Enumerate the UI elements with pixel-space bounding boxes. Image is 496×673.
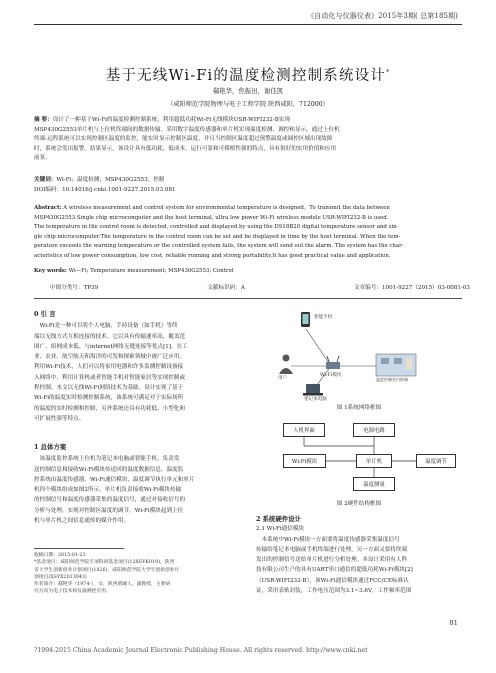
sensor-box: 温度测量 bbox=[353, 477, 395, 491]
smartphone-icon bbox=[301, 312, 310, 327]
overview-heading: 1 总体方案 bbox=[34, 443, 67, 451]
intro-heading: 0 引 言 bbox=[34, 310, 56, 318]
figure-1-caption: 图 1系统网络框图 bbox=[336, 405, 382, 411]
laptop-icon bbox=[303, 384, 323, 396]
router-icon bbox=[326, 356, 340, 369]
overview-section: 1 总体方案 该温度监控系统上位机为笔记本电脑或智能手机，负责发 送控制信息和接收Wi-Fi模块传送回的温度数据信息。温度监 控系统由温度传感器、Wi-Fi通信模块、温度调节执行单元和单片 机四个模块组成如图2所示，单片机负责接收Wi-Fi模块传输 的控制信号和温度传感器采集的温度信号，通过对接收信号的 分析与处理，实现对控制区温度的调节。Wi-Fi模块起到上位 机与单片机之间信息通传的媒介作用。 bbox=[34, 442, 238, 526]
room-terminal-icon bbox=[376, 354, 416, 376]
user-label: 用户 bbox=[278, 376, 288, 381]
wifi-subheading: 2.1 Wi-Fi通信模块 bbox=[256, 526, 305, 533]
page-number: 81 bbox=[449, 619, 458, 627]
abstract-cn: 摘 要：设计了一种基于Wi-Fi的温度检测控制系统，利用超低功耗Wi-Fi无线模块USR-WIFI232-B实现 MSP430G2553单片机与上位机终端间的数据传输。采用数字温度传感器和单片机实现温度检测、调控和显示，通过上位机 终端-远程系统可以实现控制区温度的监控，能实时显示控制区温度，并且当控制区温度超过预警温度或调控区域出现故障 时，系统会发出报警。结果显示，该设计具有低功耗，低成本，运行可靠和可移植性强的特点，具有很好的实用价值和应用 前景。 bbox=[34, 117, 340, 162]
footnote-rule bbox=[34, 548, 124, 549]
paper-title: 基于无线Wi-Fi的温度检测控制系统设计* bbox=[105, 68, 391, 84]
hmi-box: 人机界面 bbox=[283, 423, 325, 437]
smartphone-label: 智能手机 bbox=[314, 315, 333, 320]
section-rule bbox=[34, 298, 462, 299]
authors: 郗艳华，焦振田，谢佳凯 bbox=[212, 87, 284, 95]
keywords-cn: 关键词：Wi-Fi；温度检测；MSP430G2553；控制 bbox=[34, 177, 165, 183]
figure-2-caption: 图 2硬件结构框图 bbox=[336, 501, 382, 507]
user-icon bbox=[279, 355, 293, 375]
figure-2 bbox=[256, 415, 462, 510]
running-header: 《自动化与仪器仪表》2015年3期( 总第185期) bbox=[307, 12, 458, 20]
power-box: 电源电路 bbox=[353, 423, 395, 437]
header-rule bbox=[34, 24, 462, 25]
figure-1 bbox=[256, 304, 462, 409]
abstract-en: Abstract: A wireless measurement and control system for environmental temperature is designed。To transmit the data between MSP430G2553 Single chip microcomputer and the host terminal, ultra low power Wi-Fi wireless module USR-WIFI232-B is used. The temperature in the control room is detected, controlled and displayed by using the DS18B20 digital temperature sensor and sin- gle chip microcomputer.The temperature in the control room can be set and be displayed in time by the host terminal. When the tem- perature exceeds the warning temperature or the controlled system fails, the system will send out the alarm. The system has the char- acteristics of low power consumption, low cost, reliable running and strong portability.It has good practical value and application. bbox=[34, 205, 404, 259]
copyright-footer: ?1994-2015 China Academic Journal Electronic Publishing House. All rights reserved. http://www.cnki.net bbox=[34, 647, 368, 654]
hardware-heading: 2 系统硬件设计 bbox=[256, 515, 302, 523]
footnotes: 收稿日期：2015-01-23 *基金项目：咸阳师范学院专项科研基金项目(12XSYK019)，陕西 省大学生创新创业计划项目(1826)，咸阳师范学院大学生创新创业计 划项目(XSYX2013043) 作者简介：郗艳华（1974-），女，陕西渭城人，副教授，主要研 究方向为电子技术和仪器测控应用。 bbox=[34, 553, 180, 595]
doi: DOI编码：10.14016/j.cnki.1001-9227.2015.03.081 bbox=[34, 187, 176, 193]
wifi-module-label: Wi-Fi模块 bbox=[320, 373, 342, 378]
room-terminal-label: 温度控制室内终端 bbox=[376, 377, 408, 382]
network-diagram bbox=[256, 304, 462, 399]
intro-section: 0 引 言 Wi-Fi是一种可以将个人电脑、手持设备（如手机）等终 端以无线方式互相连接的技术。它以具有传输速率高、覆盖范 围广、组网成本低、与internet网络无缝连接等优点[1]。在工 业、农业、航空航天和海洋的可发和探索领域中被广泛应用。 利用Wi-Fi技术，人们可以将家用电器和许多监测控制设备接 入网络中，利用计算机或者智能手机对智能家居等实现控制或 程控制。本文以无线Wi-Fi网络技术为基础，设计实现了基于 Wi-Fi的温度实时检测控制系统，该系统可满足对于实际场所 的温度的实时检测和控制，另外系统还具有功耗低、小型化和 可扩展性强等特点。 bbox=[34, 309, 238, 424]
keywords-en: Key words: Wi—Fi; Temperature measurement; MSP430G2553; Control bbox=[34, 268, 234, 274]
mcu-box: 单片机 bbox=[356, 454, 392, 468]
classification-line: 中图分类号：TP39 文献标识码：A 文章编号：1001-9227（2015）03-0081-03 bbox=[50, 285, 470, 291]
hardware-section: 2 系统硬件设计 2.1 Wi-Fi通信模块 本系统中Wi-Fi模块一方面要将温度传感器采集温度信号 传输给笔记本电脑或手机终端进行处理，另一方面又要将终端 发出的控制信号送给单片机进行分析处理。本设计采用有人科 技有限公司生产的具有UART串口通信的超低功耗Wi-Fi模块[2] （USR-WIFI232-B），该Wi-Fi通信模块通过FCC/CE标准认 证，采用表贴封装，工作电压范围为3.1~3.6V，工作频率范围 bbox=[256, 514, 462, 596]
regulator-box: 温度调节 bbox=[416, 454, 456, 468]
wifi-module-box: Wi-Fi模块 bbox=[283, 454, 326, 468]
affiliation: （咸阳师范学院物理与电子工程学院 陕西咸阳，712000） bbox=[167, 101, 329, 108]
laptop-label: 笔记本电脑 bbox=[304, 397, 327, 402]
